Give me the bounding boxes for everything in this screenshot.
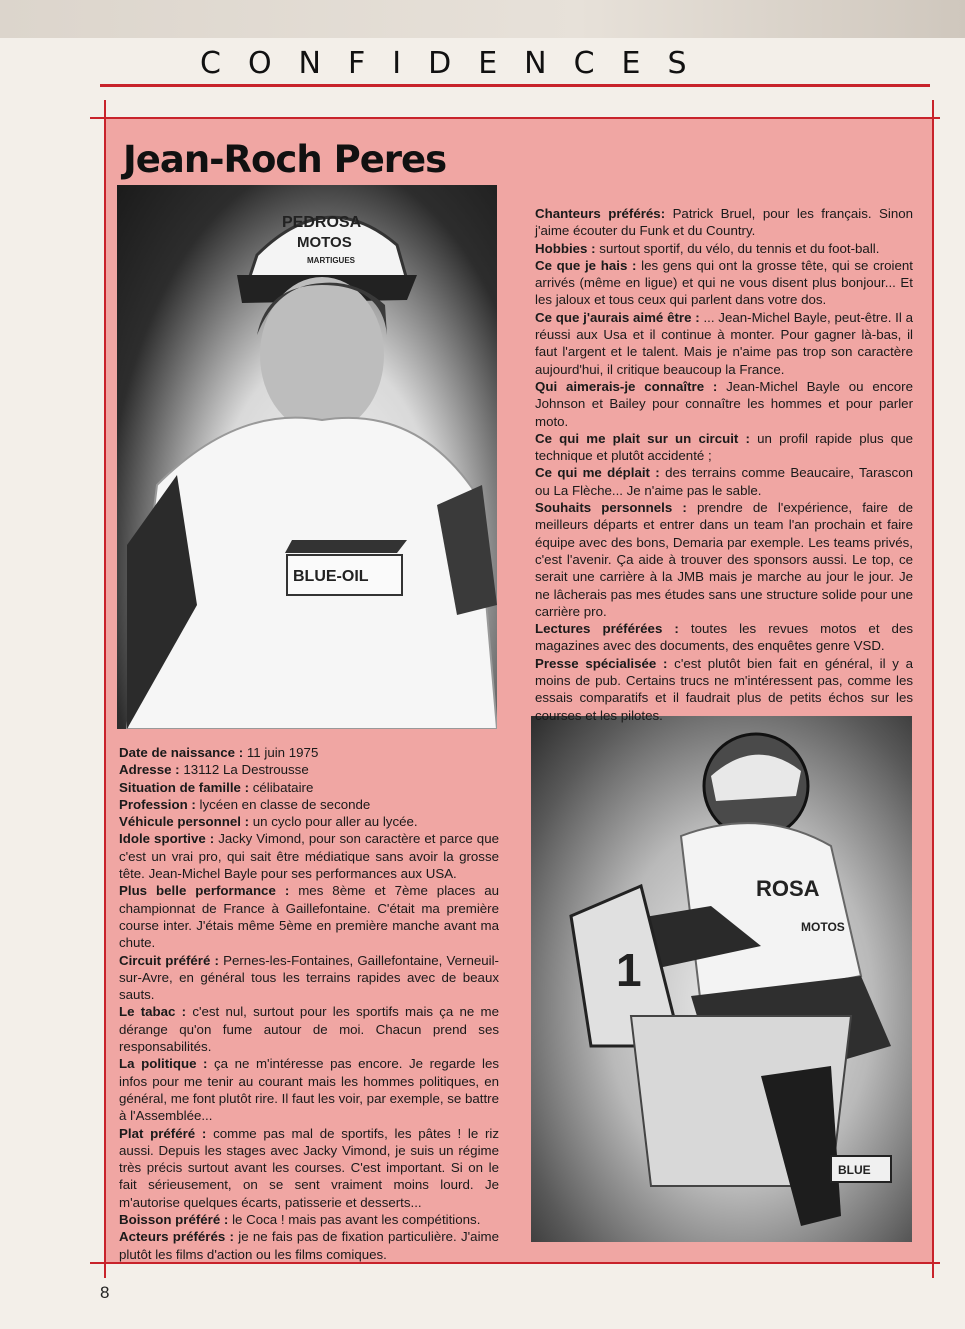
entry-label: Adresse [119,762,172,778]
frame-top-line [90,117,940,119]
entry-tabac: Le tabac : c'est nul, surtout pour les sportifs mais ça ne me dérange qu'on fume autour de moi. Chacun prend ses responsabilités. [119,1004,499,1055]
entry-circuit-prefere: Circuit préféré : Pernes-les-Fontaines, Gaillefontaine, Verneuil-sur-Avre, en général tous les terrains rapides avec de beaux sauts. [119,952,499,1003]
entry-text: prendre de l'expérience, faire de meilleurs départs et entrer dans un team l'an prochain et faire équipe avec des bons, Demaria par exemple. Les teams privés, c'est l'avenir. Ça aide à trouver des sponsors aussi. Le top, ce serait une carrière à la JMB mais je marche au jour le jour. Je ne lâcherais pas mes études sans une structure solide pour une carrière pro. [535,500,913,619]
entry-text: Patrick Bruel, pour les français. Sinon j'aime écouter du Funk et du Country. [535,206,914,239]
entry-label: Date de naissance [119,745,236,760]
jersey-text: ROSA [756,876,820,901]
rider-photo [531,716,912,1242]
article-title: Jean-Roch Peres [123,138,447,181]
entry-plait-circuit: Ce qui me plait sur un circuit : un profil rapide plus que technique et plutôt accidenté ; [535,430,913,464]
cap-text-martigues: MARTIGUES [307,256,355,265]
entry-label: Acteurs préférés [119,1229,226,1245]
top-band [0,0,965,38]
entry-plat: Plat préféré : comme pas mal de sportifs, les pâtes ! le riz aussi. Depuis les stages avec Jacky Vimond, je suis un régime très précis surtout avant les courses. C'est important. Si on le fait sérieusement, on se sent vraiment moins lourd. Je m'autorise quelques écarts, patisserie et desserts... [119,1125,499,1210]
entry-text: Pernes-les-Fontaines, Gaillefontaine, Verneuil-sur-Avre, en général tous les terrains rapides avec de beaux sauts. [119,952,499,1003]
entry-idole: Idole sportive : Jacky Vimond, pour son caractère et parce que c'est un vrai pro, qui sait être médiatique sans avoir la grosse tête. Jean-Michel Bayle pour ses performances aux USA. [119,831,499,882]
entry-politique: La politique : ça ne m'intéresse pas encore. Je regarde les infos pour me tenir au courant mais les hommes politiques, en général, me font plutôt rire. Il faut les voir, par exemple, se battre à l'Assemblée... [119,1056,499,1124]
entry-label: Boisson préféré [119,1212,221,1228]
entry-label: Idole sportive [119,831,206,847]
entry-label: Circuit préféré [119,952,211,968]
entry-text: célibataire [252,779,314,795]
frame-left-line [104,100,106,1278]
entry-label: Qui aimerais-je connaître [535,378,705,394]
entry-text: lycéen en classe de seconde [199,796,371,812]
entry-text: un profil rapide plus que technique et plutôt accidenté ; [535,430,913,464]
entry-text: Jacky Vimond, pour son caractère et parce que c'est un vrai pro, qui sait être médiatique sans avoir la grosse tête. Jean-Michel Bayle pour ses performances aux USA. [119,831,499,882]
entry-aurais-aime: Ce que j'aurais aimé être : ... Jean-Michel Bayle, peut-être. Il a réussi aux Usa et il continue à monter. Pour gagner là-bas, il faut l'argent et le talent. Mais je n'aime pas trop son caractère aujourd'hui, il critique beaucoup la France. [535,309,913,377]
right-column [535,205,913,724]
number-plate: 1 [616,944,642,996]
cap-text-motos: MOTOS [297,234,352,251]
entry-label: Véhicule personnel [119,814,241,830]
header-rule [100,84,930,87]
frame-right-line [932,100,934,1278]
entry-chanteurs: Chanteurs préférés: Patrick Bruel, pour les français. Sinon j'aime écouter du Funk et du Country. [535,206,914,239]
entry-hais: Ce que je hais : les gens qui ont la grosse tête, qui se croient arrivés (même en ligue) et qui ne vous disent plus bonjour... Et les jaloux et tous ceux qui parlent dans votre dos. [535,257,913,308]
entry-label: Ce qui me plait sur un circuit [535,430,739,446]
entry-adresse: Adresse : 13112 La Destrousse [119,762,309,778]
entry-boisson: Boisson préféré : le Coca ! mais pas avant les compétitions. [119,1212,481,1228]
portrait-illustration [117,185,497,729]
entry-label: Ce que j'aurais aimé être [535,309,692,325]
entry-hobbies: Hobbies : surtout sportif, du vélo, du tennis et du foot-ball. [535,240,880,256]
entry-label: La politique [119,1056,197,1072]
entry-text: c'est nul, surtout pour les sportifs mais ça ne me dérange qu'on fume autour de moi. Chacun prend ses responsabilités. [119,1004,499,1055]
entry-text: 13112 La Destrousse [183,762,309,778]
entry-presse: Presse spécialisée : c'est plutôt bien fait en général, il y a moins de pub. Certains trucs ne m'intéressent pas, comme les essais comparatifs et il faudrait plus de petits échos sur les courses et les pilotes. [535,655,913,723]
cap-text-pedrosa: PEDROSA [282,214,362,231]
entry-profession: Profession : lycéen en classe de seconde [119,796,371,812]
portrait-photo [117,185,497,729]
rider-illustration [531,716,912,1242]
entry-text: un cyclo pour aller au lycée. [252,814,418,830]
fender-text: BLUE [838,1163,871,1177]
entry-label: Lectures préférées [535,621,663,637]
entry-text: les gens qui ont la grosse tête, qui se croient arrivés (même en ligue) et qui ne vous disent plus bonjour... Et les jaloux et tous ceux qui parlent dans votre dos. [535,257,913,308]
entry-text: surtout sportif, du vélo, du tennis et du foot-ball. [599,240,880,256]
entry-text: 11 juin 1975 [246,745,319,760]
entry-text: des terrains comme Beaucaire, Tarascon ou La Flèche... Je n'aime pas le sable. [535,465,913,498]
entry-text: ... Jean-Michel Bayle, peut-être. Il a réussi aux Usa et il continue à monter. Pour gagner là-bas, il faut l'argent et le talent. Mais je n'aime pas trop son caractère aujourd'hui, il critique beaucoup la France. [535,309,913,377]
suit-logo-text: BLUE-OIL [293,568,369,585]
entry-deplait: Ce qui me déplait : des terrains comme Beaucaire, Tarascon ou La Flèche... Je n'aime pas le sable. [535,465,913,498]
entry-label: Presse spécialisée [535,655,657,671]
entry-label: Situation de famille [119,779,241,795]
left-column [119,744,499,1263]
entry-text: toutes les revues motos et des magazines avec des documents, des enquêtes genre VSD. [535,621,913,654]
entry-label: Plat préféré [119,1125,196,1141]
entry-text: je ne fais pas de fixation particulière. J'aime plutôt les films d'action ou les films comiques. [119,1229,500,1262]
page-number: 8 [100,1283,110,1302]
entry-text: c'est plutôt bien fait en général, il y a moins de pub. Certains trucs ne m'intéressent pas, comme les essais comparatifs et il faudrait plus de petits échos sur les courses et les pilotes. [535,655,913,723]
entry-label: Ce que je hais [535,257,628,273]
entry-label: Hobbies [535,240,588,256]
entry-label: Souhaits personnels [535,500,673,516]
entry-acteurs: Acteurs préférés : je ne fais pas de fixation particulière. J'aime plutôt les films d'action ou les films comiques. [119,1229,500,1262]
entry-label: Profession [119,796,188,812]
entry-performance: Plus belle performance : mes 8ème et 7ème places au championnat de France à Gaillefontaine. C'était ma première course inter. J'étais même 5ème en première manche avant ma chute. [119,883,499,951]
entry-souhaits: Souhaits personnels : prendre de l'expérience, faire de meilleurs départs et entrer dans un team l'an prochain et faire équipe avec des bons, Demaria par exemple. Les teams privés, c'est l'avenir. Ça aide à trouver des sponsors aussi. Le top, ce serait une carrière à la JMB mais je marche au jour le jour. Je ne lâcherais pas mes études sans une structure solide pour une carrière pro. [535,500,913,619]
entry-lectures: Lectures préférées : toutes les revues motos et des magazines avec des documents, des enquêtes genre VSD. [535,621,913,654]
entry-text: ça ne m'intéresse pas encore. Je regarde les infos pour me tenir au courant mais les hommes politiques, en général, me font plutôt rire. Il faut les voir, par exemple, se battre à l'Assemblée... [119,1056,499,1124]
entry-situation-famille: Situation de famille : célibataire [119,779,314,795]
entry-text: comme pas mal de sportifs, les pâtes ! le riz aussi. Depuis les stages avec Jacky Vimond, je suis un régime très précis surtout avant les courses. C'est important. Si on le fait sérieusement, on se sent vraiment moins lourd. Je m'autorise quelques écarts, patisserie et desserts... [119,1125,499,1210]
entry-label: Chanteurs préférés [535,206,661,221]
section-header: CONFIDENCES [200,46,714,81]
entry-text: Jean-Michel Bayle ou encore Johnson et Bailey pour connaître les hommes et pour parler moto. [535,378,913,429]
jersey-text-motos: MOTOS [801,920,845,934]
entry-date-naissance: Date de naissance : 11 juin 1975 [119,745,319,760]
entry-text: mes 8ème et 7ème places au championnat de France à Gaillefontaine. C'était ma première course inter. J'étais même 5ème en première manche avant ma chute. [119,883,499,951]
entry-label: Le tabac [119,1004,176,1020]
entry-text: le Coca ! mais pas avant les compétitions. [232,1212,481,1228]
entry-label: Plus belle performance [119,883,276,899]
entry-vehicule: Véhicule personnel : un cyclo pour aller au lycée. [119,814,418,830]
entry-connaitre: Qui aimerais-je connaître : Jean-Michel Bayle ou encore Johnson et Bailey pour connaître les hommes et pour parler moto. [535,378,913,429]
entry-label: Ce qui me déplait [535,465,650,481]
